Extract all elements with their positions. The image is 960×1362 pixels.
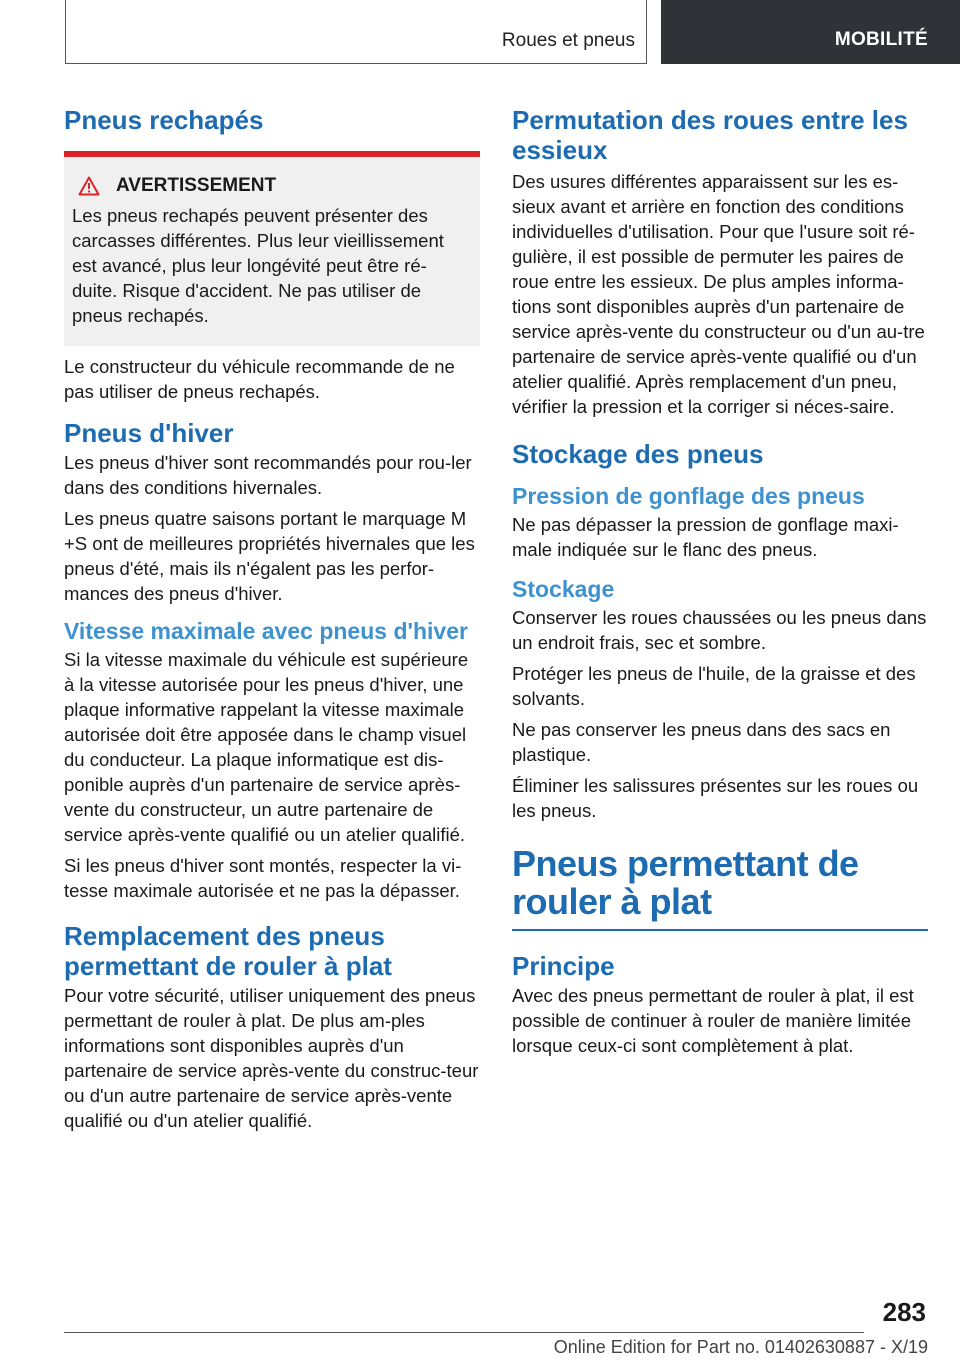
- page-number: 283: [882, 1297, 926, 1327]
- speed-paragraph-1: Si la vitesse maximale du véhicule est supérieure à la vitesse autorisée pour les pneus d'hiver, une plaque informative rappelant la vitesse maximale autorisée doit être apposée dans le champ visuel du conducteur. La plaque informatique est dis-ponible auprès d'un partenaire de service après-vente du constructeur, un autre partenaire de service après-vente qualifié ou un atelier qualifié.: [64, 649, 469, 845]
- heading-tire-storage: Stockage des pneus: [512, 439, 764, 469]
- replace-paragraph: Pour votre sécurité, utiliser uniquement des pneus permettant de rouler à plat. De plus am-ples informations sont disponibles auprès d'un partenaire de service après-vente du construc-teur ou d'un autre partenaire de service après-vente qualifié ou d'un atelier qualifié.: [64, 985, 479, 1131]
- heading-wheel-rotation: Permutation des roues entre les essieux: [512, 105, 908, 165]
- storage-paragraph-1: Conserver les roues chaussées ou les pneus dans un endroit frais, sec et sombre.: [512, 607, 927, 653]
- header-chapter-title: MOBILITÉ: [834, 29, 928, 50]
- warning-title: AVERTISSEMENT: [116, 175, 277, 196]
- heading-retread-tires: Pneus rechapés: [64, 105, 264, 135]
- rotation-paragraph: Des usures différentes apparaissent sur les es-sieux avant et arrière en fonction des conditions individuelles d'utilisation. Pour que l'usure soit ré-gulière, il est possible de permuter les paires de roue entre les essieux. De plus amples informa-tions sont disponibles auprès d'un partenaire de service après-vente du constructeur ou d'un au-tre partenaire de service après-vente qualifié ou d'un atelier qualifié. Après remplacement d'un pneu, vérifier la pression et la corriger si néces-saire.: [512, 171, 925, 417]
- speed-paragraph-2: Si les pneus d'hiver sont montés, respecter la vi-tesse maximale autorisée et ne pas la dépasser.: [64, 855, 462, 901]
- winter-paragraph-2: Les pneus quatre saisons portant le marquage M +S ont de meilleures propriétés hivernales que les pneus d'été, mais ils n'égalent pas les perfor-mances des pneus d'hiver.: [64, 508, 475, 604]
- warning-triangle-icon: [78, 176, 100, 196]
- winter-paragraph-1: Les pneus d'hiver sont recommandés pour rou-ler dans des conditions hivernales.: [64, 452, 472, 498]
- right-column: [512, 100, 928, 1058]
- runflat-heading-block: [512, 845, 928, 931]
- heading-storage: Stockage: [512, 576, 615, 602]
- header-section-title: Roues et pneus: [501, 30, 635, 51]
- heading-runflat-tires: Pneus permettant de rouler à plat: [512, 843, 859, 922]
- retread-paragraph: Le constructeur du véhicule recommande de ne pas utiliser de pneus rechapés.: [64, 356, 455, 402]
- storage-paragraph-3: Ne pas conserver les pneus dans des sacs en plastique.: [512, 719, 891, 765]
- footer-edition: Online Edition for Part no. 01402630887 - X/19: [553, 1337, 928, 1357]
- heading-principle: Principe: [512, 951, 615, 981]
- warning-text: Les pneus rechapés peuvent présenter des carcasses différentes. Plus leur vieillissement est avancé, plus leur longévité peut être ré-duite. Risque d'accident. Ne pas utiliser de pneus rechapés.: [72, 205, 444, 326]
- heading-winter-tires: Pneus d'hiver: [64, 418, 234, 448]
- warning-header: [72, 175, 472, 197]
- footer-divider: [64, 1332, 864, 1333]
- left-column: [64, 100, 480, 1133]
- storage-paragraph-4: Éliminer les salissures présentes sur les roues ou les pneus.: [512, 775, 919, 821]
- heading-inflation-pressure: Pression de gonflage des pneus: [512, 483, 865, 509]
- storage-paragraph-2: Protéger les pneus de l'huile, de la graisse et des solvants.: [512, 663, 916, 709]
- principle-paragraph: Avec des pneus permettant de rouler à plat, il est possible de continuer à rouler de manière limitée lorsque ceux-ci sont complètement à plat.: [512, 985, 914, 1056]
- header-chapter-tab: [661, 0, 960, 64]
- pressure-paragraph: Ne pas dépasser la pression de gonflage maxi-male indiquée sur le flanc des pneus.: [512, 514, 899, 560]
- warning-box: [64, 151, 480, 346]
- heading-winter-max-speed: Vitesse maximale avec pneus d'hiver: [64, 618, 468, 644]
- heading-runflat-replacement: Remplacement des pneus permettant de rouler à plat: [64, 921, 392, 981]
